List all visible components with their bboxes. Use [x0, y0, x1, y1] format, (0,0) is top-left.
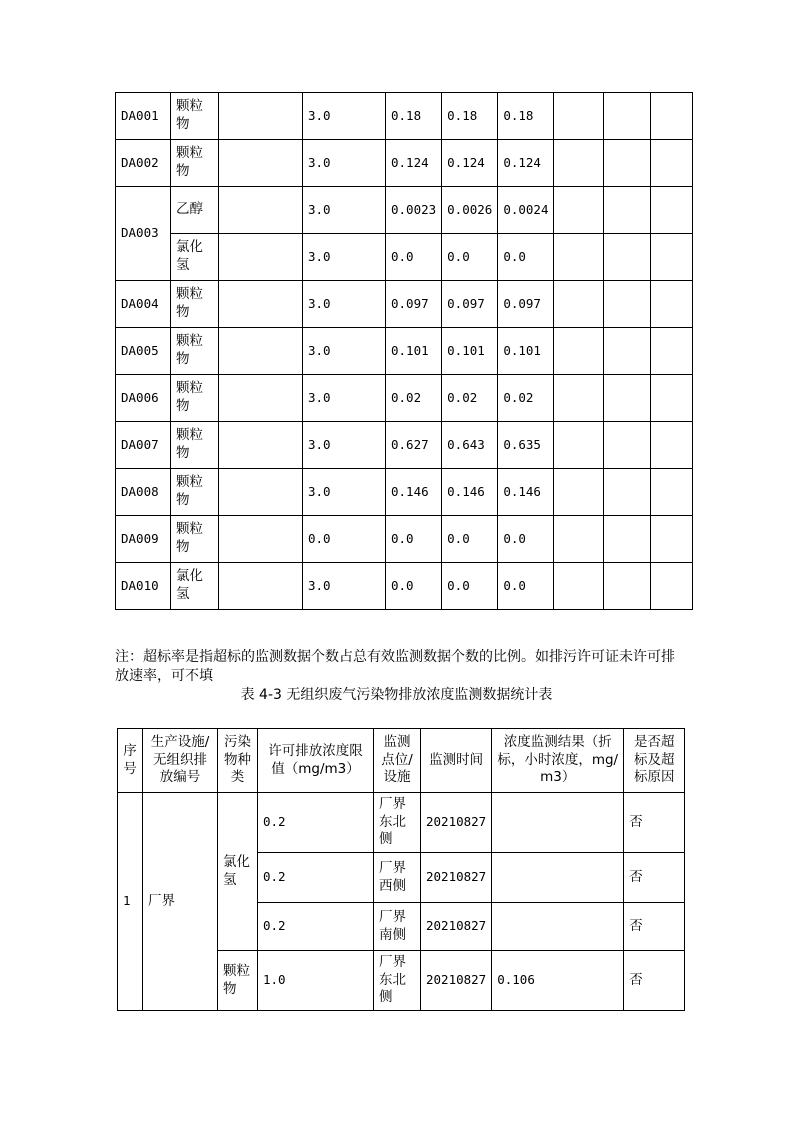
blank-cell: [651, 140, 693, 187]
blank-cell: [554, 375, 604, 422]
table-row: [116, 469, 693, 516]
pollutant-cell: 颗粒物: [171, 469, 219, 516]
blank-cell: [604, 516, 651, 563]
value-cell: 0.101: [498, 328, 554, 375]
table-row: [116, 422, 693, 469]
serial-cell: 1: [118, 793, 143, 1011]
limit-cell: 1.0: [258, 951, 374, 1011]
limit-cell: 0.2: [258, 903, 374, 951]
blank-cell: [604, 281, 651, 328]
table-row: [116, 187, 693, 234]
limit-cell: 3.0: [303, 281, 386, 328]
column-header: 监测点位/设施: [374, 729, 421, 793]
blank-cell: [554, 469, 604, 516]
value-cell: 0.124: [442, 140, 498, 187]
result-cell: [492, 853, 624, 903]
blank-cell: [651, 93, 693, 140]
blank-cell: [604, 422, 651, 469]
value-cell: 0.124: [498, 140, 554, 187]
blank-cell: [604, 140, 651, 187]
limit-cell: 0.0: [303, 516, 386, 563]
blank-cell: [604, 187, 651, 234]
value-cell: 0.02: [442, 375, 498, 422]
blank-cell: [219, 422, 303, 469]
value-cell: 0.18: [442, 93, 498, 140]
header-row: [118, 729, 685, 793]
table-row: [116, 328, 693, 375]
limit-cell: 3.0: [303, 563, 386, 610]
exceedance-cell: 否: [624, 853, 685, 903]
outlet-id-cell: DA010: [116, 563, 171, 610]
column-header: 污染物种类: [218, 729, 258, 793]
limit-cell: 3.0: [303, 375, 386, 422]
value-cell: 0.097: [498, 281, 554, 328]
value-cell: 0.0: [498, 516, 554, 563]
value-cell: 0.097: [442, 281, 498, 328]
blank-cell: [604, 469, 651, 516]
monitoring-point-cell: 厂界东北侧: [374, 793, 421, 853]
value-cell: 0.097: [386, 281, 442, 328]
blank-cell: [604, 375, 651, 422]
pollutant-cell: 颗粒物: [171, 93, 219, 140]
facility-cell: 厂界: [143, 793, 218, 1011]
pollutant-cell: 乙醇: [171, 187, 219, 234]
blank-cell: [219, 187, 303, 234]
column-header: 许可排放浓度限值（mg/m3）: [258, 729, 374, 793]
table-row: [116, 563, 693, 610]
pollutant-cell: 颗粒物: [171, 281, 219, 328]
value-cell: 0.101: [386, 328, 442, 375]
monitoring-point-cell: 厂界东北侧: [374, 951, 421, 1011]
exceedance-cell: 否: [624, 903, 685, 951]
pollutant-cell: 颗粒物: [218, 951, 258, 1011]
value-cell: 0.635: [498, 422, 554, 469]
limit-cell: 3.0: [303, 469, 386, 516]
value-cell: 0.18: [498, 93, 554, 140]
blank-cell: [554, 93, 604, 140]
column-header: 是否超标及超标原因: [624, 729, 685, 793]
value-cell: 0.0: [498, 234, 554, 281]
outlet-id-cell: DA004: [116, 281, 171, 328]
limit-cell: 3.0: [303, 234, 386, 281]
stack-emissions-table: [115, 92, 693, 610]
blank-cell: [554, 187, 604, 234]
blank-cell: [219, 93, 303, 140]
limit-cell: 3.0: [303, 328, 386, 375]
blank-cell: [651, 469, 693, 516]
blank-cell: [651, 187, 693, 234]
pollutant-cell: 氯化氢: [218, 793, 258, 951]
column-header: 序号: [118, 729, 143, 793]
exceedance-cell: 否: [624, 793, 685, 853]
table2-title: 表 4-3 无组织废气污染物排放浓度监测数据统计表: [240, 687, 553, 703]
blank-cell: [651, 234, 693, 281]
value-cell: 0.0: [442, 234, 498, 281]
monitoring-point-cell: 厂界南侧: [374, 903, 421, 951]
value-cell: 0.02: [498, 375, 554, 422]
value-cell: 0.627: [386, 422, 442, 469]
value-cell: 0.0: [442, 516, 498, 563]
outlet-id-cell: DA008: [116, 469, 171, 516]
blank-cell: [651, 328, 693, 375]
blank-cell: [219, 469, 303, 516]
exceedance-cell: 否: [624, 951, 685, 1011]
outlet-id-cell: DA007: [116, 422, 171, 469]
outlet-id-cell: DA005: [116, 328, 171, 375]
outlet-id-cell: DA002: [116, 140, 171, 187]
limit-cell: 3.0: [303, 187, 386, 234]
blank-cell: [604, 93, 651, 140]
value-cell: 0.0: [498, 563, 554, 610]
pollutant-cell: 氯化氢: [171, 563, 219, 610]
value-cell: 0.0: [442, 563, 498, 610]
value-cell: 0.101: [442, 328, 498, 375]
blank-cell: [651, 375, 693, 422]
blank-cell: [219, 328, 303, 375]
value-cell: 0.02: [386, 375, 442, 422]
value-cell: 0.0: [386, 234, 442, 281]
value-cell: 0.124: [386, 140, 442, 187]
blank-cell: [651, 281, 693, 328]
table-row: [116, 516, 693, 563]
value-cell: 0.0: [386, 516, 442, 563]
outlet-id-cell: DA009: [116, 516, 171, 563]
monitoring-date-cell: 20210827: [421, 951, 492, 1011]
outlet-id-cell: DA006: [116, 375, 171, 422]
result-cell: [492, 793, 624, 853]
result-cell: [492, 903, 624, 951]
column-header: 浓度监测结果（折标，小时浓度，mg/m3）: [492, 729, 624, 793]
blank-cell: [651, 422, 693, 469]
value-cell: 0.0: [386, 563, 442, 610]
value-cell: 0.643: [442, 422, 498, 469]
blank-cell: [554, 234, 604, 281]
blank-cell: [554, 422, 604, 469]
table-row: [116, 93, 693, 140]
blank-cell: [604, 234, 651, 281]
table-note: 注：超标率是指超标的监测数据个数占总有效监测数据个数的比例。如排污许可证未许可排放速率，可不填: [115, 649, 675, 684]
blank-cell: [219, 281, 303, 328]
value-cell: 0.0026: [442, 187, 498, 234]
limit-cell: 3.0: [303, 93, 386, 140]
table-row: [116, 234, 693, 281]
blank-cell: [219, 516, 303, 563]
column-header: 生产设施/无组织排放编号: [143, 729, 218, 793]
value-cell: 0.146: [442, 469, 498, 516]
table-row: [116, 281, 693, 328]
monitoring-point-cell: 厂界西侧: [374, 853, 421, 903]
value-cell: 0.146: [386, 469, 442, 516]
result-cell: 0.106: [492, 951, 624, 1011]
pollutant-cell: 氯化氢: [171, 234, 219, 281]
table-row: [116, 140, 693, 187]
blank-cell: [554, 328, 604, 375]
value-cell: 0.146: [498, 469, 554, 516]
pollutant-cell: 颗粒物: [171, 422, 219, 469]
outlet-id-cell: DA003: [116, 187, 171, 281]
limit-cell: 0.2: [258, 793, 374, 853]
limit-cell: 3.0: [303, 422, 386, 469]
blank-cell: [554, 281, 604, 328]
blank-cell: [604, 328, 651, 375]
monitoring-date-cell: 20210827: [421, 853, 492, 903]
blank-cell: [554, 563, 604, 610]
table-row: [116, 375, 693, 422]
monitoring-date-cell: 20210827: [421, 903, 492, 951]
pollutant-cell: 颗粒物: [171, 516, 219, 563]
fugitive-emissions-table-body: [118, 793, 685, 1011]
pollutant-cell: 颗粒物: [171, 375, 219, 422]
blank-cell: [219, 234, 303, 281]
blank-cell: [651, 563, 693, 610]
stack-emissions-table-body: [116, 93, 693, 610]
limit-cell: 0.2: [258, 853, 374, 903]
value-cell: 0.18: [386, 93, 442, 140]
blank-cell: [219, 140, 303, 187]
value-cell: 0.0023: [386, 187, 442, 234]
blank-cell: [219, 563, 303, 610]
blank-cell: [554, 516, 604, 563]
table-row: [118, 793, 685, 853]
fugitive-emissions-table: [117, 728, 685, 1011]
blank-cell: [219, 375, 303, 422]
value-cell: 0.0024: [498, 187, 554, 234]
pollutant-cell: 颗粒物: [171, 140, 219, 187]
pollutant-cell: 颗粒物: [171, 328, 219, 375]
blank-cell: [554, 140, 604, 187]
limit-cell: 3.0: [303, 140, 386, 187]
monitoring-date-cell: 20210827: [421, 793, 492, 853]
blank-cell: [651, 516, 693, 563]
column-header: 监测时间: [421, 729, 492, 793]
outlet-id-cell: DA001: [116, 93, 171, 140]
blank-cell: [604, 563, 651, 610]
